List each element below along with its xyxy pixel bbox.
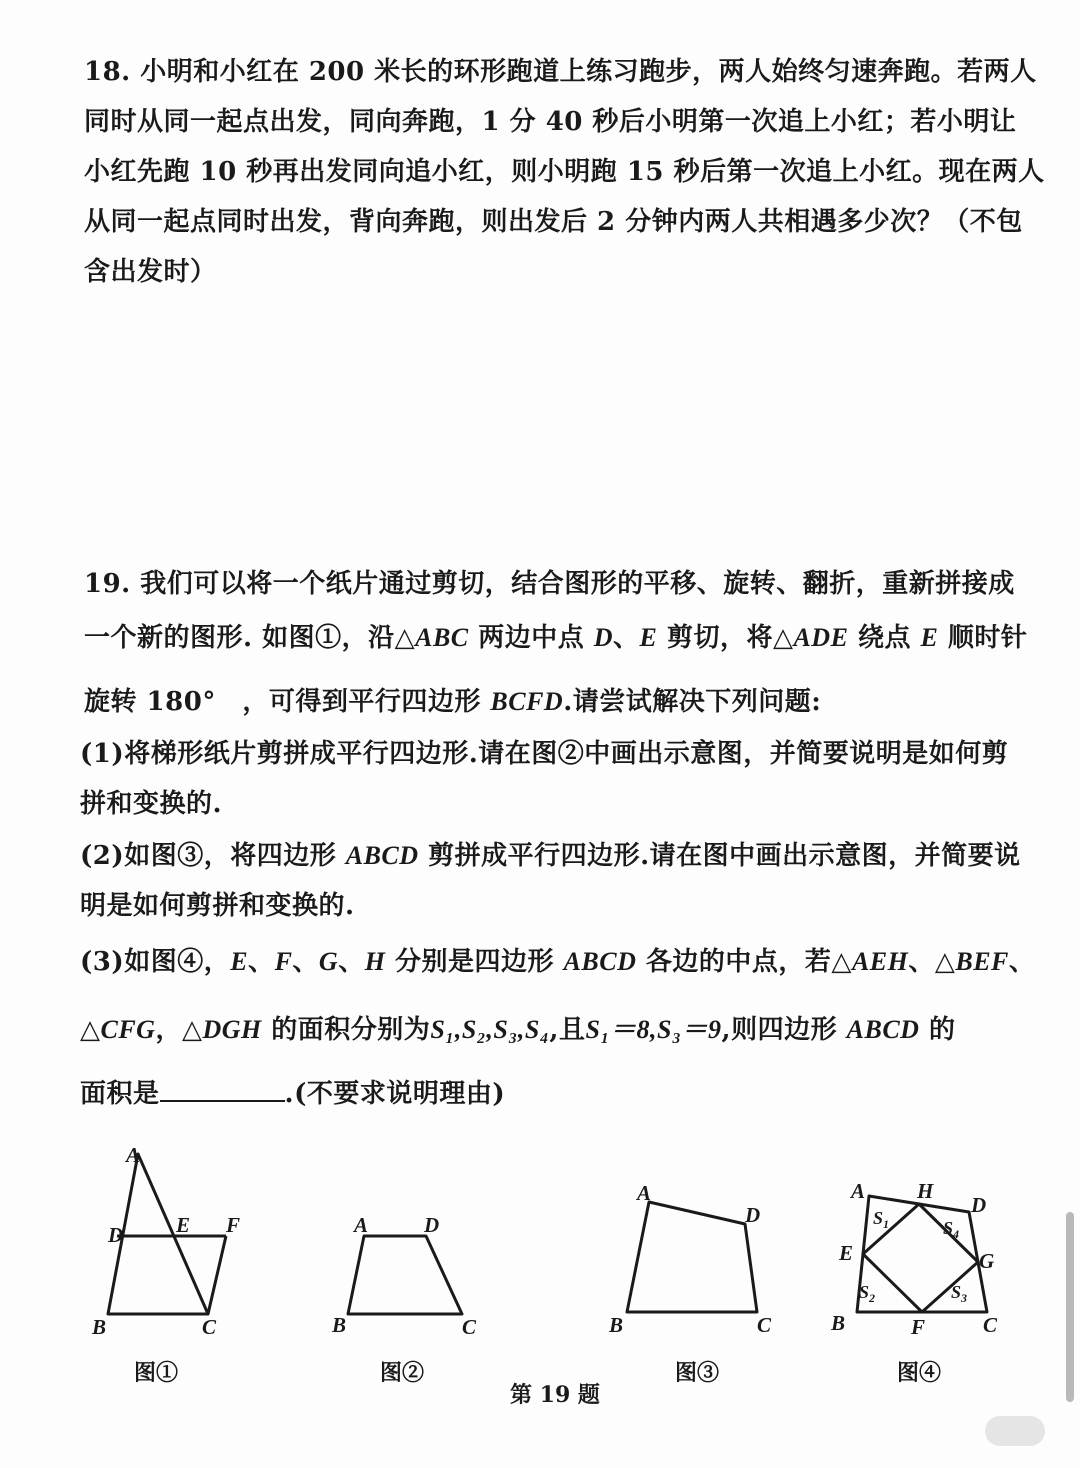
- figure-2-diagram: [330, 1140, 490, 1350]
- label-c: C: [462, 1315, 477, 1339]
- area-s2-label: $S_2$: [859, 1282, 876, 1305]
- q19-line-2-math: ADE: [793, 623, 849, 652]
- q18-line-4: 从同一起点同时出发，背向奔跑，则出发后 2 分钟内两人共相遇多少次？（不包: [84, 207, 1023, 237]
- q18-line-1: 18. 小明和小红在 200 米长的环形跑道上练习跑步，两人始终匀速奔跑。若两人: [84, 57, 1037, 87]
- trapezoid-abcd: [348, 1236, 462, 1314]
- label-b: B: [92, 1315, 107, 1339]
- scrollbar[interactable]: [1066, 1212, 1074, 1402]
- figure-1-caption: 图①: [134, 1360, 179, 1386]
- q19-part3-text: ，△: [155, 1015, 203, 1045]
- q19-part3-line-3: [80, 1078, 505, 1110]
- q19-part2-text: (2)如图③，将四边形: [80, 841, 346, 871]
- q19-part3-math: AEH: [851, 947, 909, 976]
- q19-part3-math: H: [364, 947, 386, 976]
- label-e: E: [176, 1213, 191, 1237]
- label-c: C: [202, 1315, 217, 1339]
- label-e: E: [839, 1241, 854, 1265]
- q19-part3-text: 、: [248, 947, 275, 977]
- label-f: F: [911, 1315, 926, 1339]
- q18-line-5: 含出发时）: [84, 257, 217, 287]
- q19-part3-math: BEF: [955, 947, 1009, 976]
- q19-line-3: [84, 686, 821, 718]
- label-b: B: [332, 1313, 347, 1337]
- figure-3: [605, 1140, 785, 1386]
- q19-line-2-math: D: [593, 623, 614, 652]
- q19-line-2-math: ABC: [415, 623, 469, 652]
- figure-2: [330, 1140, 490, 1386]
- label-g: G: [979, 1249, 995, 1273]
- q19-part3-math: G: [318, 947, 339, 976]
- q19-line-2-math: E: [920, 623, 939, 652]
- q19-part3-text: ,且: [549, 1015, 586, 1045]
- q19-line-1: 19. 我们可以将一个纸片通过剪切，结合图形的平移、旋转、翻折，重新拼接成: [84, 569, 1015, 599]
- q19-part3-line-2: [80, 1014, 956, 1046]
- label-c: C: [757, 1313, 772, 1337]
- q19-part2-math: ABCD: [345, 841, 419, 870]
- q19-part3-text: .(不要求说明理由): [284, 1079, 506, 1109]
- q19-line-2-text: 绕点: [848, 623, 921, 653]
- q19-line-2-math: E: [639, 623, 658, 652]
- q19-line-2-text: 、: [613, 623, 640, 653]
- q19-part3-text: 面积是: [80, 1079, 160, 1109]
- figure-1-diagram: [90, 1140, 260, 1350]
- segment-cf: [208, 1236, 226, 1314]
- q19-line-2: [84, 622, 1027, 654]
- q19-part3-math: S₁＝8,S₃＝9: [585, 1015, 722, 1044]
- q19-part3-text: 的面积分别为: [261, 1015, 431, 1045]
- label-d: D: [971, 1193, 987, 1217]
- q19-line-3-text: .请尝试解决下列问题:: [563, 687, 822, 717]
- q19-part3-math: CFG: [100, 1015, 156, 1044]
- label-a: A: [851, 1179, 866, 1203]
- q19-part2-line-2: 明是如何剪拼和变换的.: [80, 891, 355, 921]
- q19-part1-line-1: (1)将梯形纸片剪拼成平行四边形.请在图②中画出示意图，并简要说明是如何剪: [80, 739, 1009, 769]
- q19-part3-text: (3)如图④，: [80, 947, 231, 977]
- area-s1-label: $S_1$: [873, 1208, 890, 1231]
- label-a: A: [126, 1143, 141, 1167]
- q19-part3-math: S₁,S₂,S₃,S₄: [430, 1015, 550, 1044]
- area-s3-label: $S_3$: [951, 1282, 968, 1305]
- q19-part3-text: 、: [338, 947, 365, 977]
- figure-3-caption: 图③: [675, 1360, 720, 1386]
- figure-4-caption: 图④: [897, 1360, 942, 1386]
- q19-line-2-text: 剪切，将△: [657, 623, 794, 653]
- label-a: A: [354, 1213, 369, 1237]
- q19-line-3-text: 旋转 180° ，可得到平行四边形: [84, 687, 491, 717]
- q19-line-2-text: 一个新的图形. 如图①，沿△: [84, 623, 416, 653]
- figure-4: [825, 1140, 1015, 1386]
- figure-1: [90, 1140, 260, 1386]
- area-s4-label: $S_4$: [943, 1218, 960, 1241]
- q19-part3-line-1: [80, 946, 1035, 978]
- answer-blank[interactable]: [160, 1078, 285, 1102]
- label-b: B: [609, 1313, 624, 1337]
- q19-part3-text: ,则四边形: [721, 1015, 847, 1045]
- q19-part3-text: △: [80, 1015, 101, 1045]
- q19-part1-line-2: 拼和变换的.: [80, 789, 223, 819]
- label-b: B: [831, 1311, 846, 1335]
- figure-group-caption: 第 19 题: [510, 1382, 600, 1408]
- figure-4-diagram: [825, 1140, 1015, 1350]
- watermark-icon: [985, 1416, 1045, 1446]
- q19-line-2-text: 两边中点: [468, 623, 594, 653]
- q19-part3-text: 、: [1008, 947, 1036, 977]
- q19-part2-line-1: [80, 840, 1021, 872]
- label-d: D: [108, 1223, 124, 1247]
- q19-part3-math: DGH: [202, 1015, 262, 1044]
- q18-line-2: 同时从同一起点出发，同向奔跑，1 分 40 秒后小明第一次追上小红；若小明让: [84, 107, 1017, 137]
- q19-part3-math: E: [230, 947, 249, 976]
- q19-part3-text: 各边的中点，若△: [636, 947, 852, 977]
- quadrilateral-abcd: [627, 1202, 757, 1312]
- figure-3-diagram: [605, 1140, 785, 1350]
- q18-line-3: 小红先跑 10 秒再出发同向追小红，则小明跑 15 秒后第一次追上小红。现在两人: [84, 157, 1045, 187]
- q19-part3-text: 、△: [908, 947, 956, 977]
- label-d: D: [745, 1203, 761, 1227]
- q19-part3-text: 的: [919, 1015, 956, 1045]
- q19-part3-math: ABCD: [846, 1015, 920, 1044]
- q19-part3-math: ABCD: [563, 947, 637, 976]
- label-f: F: [226, 1213, 241, 1237]
- q19-line-2-text: 顺时针: [938, 623, 1028, 653]
- q19-part2-text: 剪拼成平行四边形.请在图中画出示意图，并简要说: [418, 841, 1021, 871]
- figure-2-caption: 图②: [380, 1360, 425, 1386]
- label-d: D: [424, 1213, 440, 1237]
- label-h: H: [917, 1179, 934, 1203]
- q19-part3-text: 分别是四边形: [385, 947, 564, 977]
- label-c: C: [983, 1313, 998, 1337]
- q19-line-3-math: BCFD: [490, 687, 564, 716]
- label-a: A: [637, 1181, 652, 1205]
- q19-part3-text: 、: [292, 947, 319, 977]
- q19-part3-math: F: [274, 947, 293, 976]
